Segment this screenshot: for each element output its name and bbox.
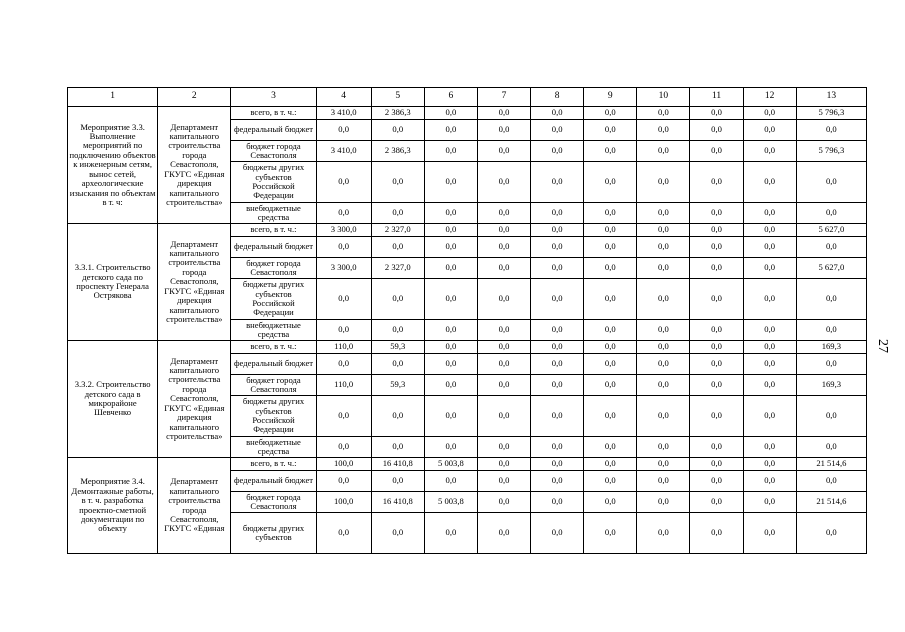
budget-source-cell: бюджет города Севастополя	[231, 375, 316, 396]
executor-cell: Департамент капитального строительства города Севастополя, ГКУГС «Единая дирекция капитального строительства»	[158, 341, 231, 458]
value-cell: 169,3	[796, 341, 866, 354]
value-cell: 0,0	[743, 224, 796, 237]
value-cell: 0,0	[477, 437, 530, 458]
header-cell: 13	[796, 88, 866, 107]
budget-source-cell: внебюджетные средства	[231, 437, 316, 458]
value-cell: 0,0	[531, 320, 584, 341]
value-cell: 0,0	[690, 471, 743, 492]
value-cell: 0,0	[743, 492, 796, 513]
value-cell: 2 327,0	[371, 258, 424, 279]
value-cell: 0,0	[584, 320, 637, 341]
value-cell: 0,0	[371, 120, 424, 141]
value-cell: 0,0	[424, 437, 477, 458]
header-cell: 7	[477, 88, 530, 107]
value-cell: 0,0	[637, 471, 690, 492]
value-cell: 5 796,3	[796, 141, 866, 162]
value-cell: 0,0	[477, 320, 530, 341]
value-cell: 0,0	[531, 396, 584, 437]
value-cell: 59,3	[371, 341, 424, 354]
budget-source-cell: всего, в т. ч.:	[231, 224, 316, 237]
budget-source-cell: бюджеты других субъектов Российской Федерации	[231, 279, 316, 320]
activity-name-cell: 3.3.1. Строительство детского сада по проспекту Генерала Острякова	[68, 224, 158, 341]
value-cell: 3 300,0	[316, 258, 371, 279]
value-cell: 0,0	[477, 258, 530, 279]
value-cell: 0,0	[371, 320, 424, 341]
value-cell: 0,0	[743, 320, 796, 341]
value-cell: 0,0	[371, 203, 424, 224]
value-cell: 0,0	[424, 258, 477, 279]
budget-source-cell: федеральный бюджет	[231, 471, 316, 492]
value-cell: 0,0	[690, 141, 743, 162]
value-cell: 0,0	[424, 224, 477, 237]
value-cell: 0,0	[316, 471, 371, 492]
value-cell: 0,0	[584, 279, 637, 320]
value-cell: 0,0	[477, 471, 530, 492]
value-cell: 0,0	[584, 471, 637, 492]
table-row	[68, 224, 867, 237]
value-cell: 16 410,8	[371, 458, 424, 471]
value-cell: 110,0	[316, 341, 371, 354]
value-cell: 0,0	[743, 471, 796, 492]
budget-source-cell: бюджет города Севастополя	[231, 141, 316, 162]
value-cell: 0,0	[584, 258, 637, 279]
value-cell: 0,0	[584, 141, 637, 162]
value-cell: 0,0	[637, 341, 690, 354]
value-cell: 0,0	[531, 375, 584, 396]
value-cell: 0,0	[690, 437, 743, 458]
budget-source-cell: внебюджетные средства	[231, 203, 316, 224]
value-cell: 0,0	[743, 341, 796, 354]
value-cell: 0,0	[690, 224, 743, 237]
value-cell: 0,0	[584, 120, 637, 141]
value-cell: 0,0	[424, 375, 477, 396]
header-cell: 9	[584, 88, 637, 107]
value-cell: 0,0	[477, 396, 530, 437]
value-cell: 0,0	[637, 258, 690, 279]
value-cell: 0,0	[477, 513, 530, 554]
activity-name-cell: Мероприятие 3.4. Демонтажные работы, в т. ч. разработка проектно-сметной документации по объекту	[68, 458, 158, 554]
value-cell: 5 796,3	[796, 107, 866, 120]
table-row	[68, 458, 867, 471]
table-row	[68, 341, 867, 354]
value-cell: 0,0	[690, 341, 743, 354]
value-cell: 0,0	[371, 237, 424, 258]
value-cell: 0,0	[424, 320, 477, 341]
value-cell: 0,0	[690, 258, 743, 279]
budget-source-cell: всего, в т. ч.:	[231, 341, 316, 354]
header-row	[68, 88, 867, 107]
header-cell: 10	[637, 88, 690, 107]
header-cell: 11	[690, 88, 743, 107]
value-cell: 5 003,8	[424, 492, 477, 513]
value-cell: 0,0	[316, 354, 371, 375]
header-cell: 2	[158, 88, 231, 107]
value-cell: 0,0	[424, 237, 477, 258]
value-cell: 0,0	[477, 279, 530, 320]
budget-source-cell: федеральный бюджет	[231, 120, 316, 141]
header-cell: 1	[68, 88, 158, 107]
value-cell: 0,0	[477, 203, 530, 224]
value-cell: 0,0	[371, 396, 424, 437]
value-cell: 0,0	[371, 471, 424, 492]
value-cell: 0,0	[637, 513, 690, 554]
value-cell: 5 627,0	[796, 258, 866, 279]
value-cell: 0,0	[424, 341, 477, 354]
value-cell: 0,0	[637, 141, 690, 162]
value-cell: 0,0	[743, 458, 796, 471]
value-cell: 0,0	[316, 237, 371, 258]
value-cell: 0,0	[690, 162, 743, 203]
value-cell: 0,0	[637, 437, 690, 458]
value-cell: 0,0	[477, 341, 530, 354]
header-cell: 12	[743, 88, 796, 107]
value-cell: 0,0	[531, 513, 584, 554]
value-cell: 0,0	[637, 279, 690, 320]
value-cell: 5 003,8	[424, 458, 477, 471]
value-cell: 0,0	[690, 237, 743, 258]
value-cell: 0,0	[477, 141, 530, 162]
value-cell: 0,0	[637, 107, 690, 120]
value-cell: 0,0	[316, 513, 371, 554]
value-cell: 3 410,0	[316, 141, 371, 162]
value-cell: 0,0	[371, 354, 424, 375]
value-cell: 0,0	[316, 320, 371, 341]
value-cell: 0,0	[531, 107, 584, 120]
value-cell: 0,0	[316, 437, 371, 458]
value-cell: 0,0	[637, 354, 690, 375]
header-cell: 6	[424, 88, 477, 107]
value-cell: 0,0	[531, 141, 584, 162]
value-cell: 110,0	[316, 375, 371, 396]
value-cell: 0,0	[637, 320, 690, 341]
value-cell: 0,0	[690, 354, 743, 375]
value-cell: 0,0	[424, 513, 477, 554]
value-cell: 0,0	[796, 513, 866, 554]
value-cell: 21 514,6	[796, 492, 866, 513]
value-cell: 0,0	[690, 375, 743, 396]
value-cell: 0,0	[584, 437, 637, 458]
value-cell: 0,0	[531, 437, 584, 458]
value-cell: 21 514,6	[796, 458, 866, 471]
header-cell: 4	[316, 88, 371, 107]
budget-source-cell: бюджеты других субъектов	[231, 513, 316, 554]
header-cell: 8	[531, 88, 584, 107]
budget-source-cell: всего, в т. ч.:	[231, 458, 316, 471]
value-cell: 0,0	[637, 203, 690, 224]
value-cell: 0,0	[477, 354, 530, 375]
value-cell: 0,0	[743, 203, 796, 224]
value-cell: 0,0	[743, 375, 796, 396]
value-cell: 0,0	[690, 513, 743, 554]
value-cell: 0,0	[743, 279, 796, 320]
budget-source-cell: бюджет города Севастополя	[231, 258, 316, 279]
value-cell: 0,0	[637, 224, 690, 237]
budget-source-cell: внебюджетные средства	[231, 320, 316, 341]
value-cell: 0,0	[371, 437, 424, 458]
value-cell: 0,0	[371, 513, 424, 554]
value-cell: 0,0	[584, 354, 637, 375]
value-cell: 0,0	[531, 120, 584, 141]
value-cell: 0,0	[531, 258, 584, 279]
budget-source-cell: бюджеты других субъектов Российской Федерации	[231, 396, 316, 437]
page-number: 27	[875, 339, 890, 353]
value-cell: 0,0	[584, 375, 637, 396]
value-cell: 0,0	[371, 162, 424, 203]
value-cell: 0,0	[796, 162, 866, 203]
value-cell: 0,0	[690, 279, 743, 320]
value-cell: 0,0	[424, 354, 477, 375]
value-cell: 0,0	[637, 396, 690, 437]
value-cell: 0,0	[690, 107, 743, 120]
value-cell: 0,0	[584, 341, 637, 354]
value-cell: 0,0	[477, 224, 530, 237]
value-cell: 0,0	[477, 107, 530, 120]
value-cell: 0,0	[796, 471, 866, 492]
value-cell: 0,0	[637, 237, 690, 258]
value-cell: 0,0	[316, 162, 371, 203]
value-cell: 0,0	[316, 396, 371, 437]
value-cell: 2 386,3	[371, 107, 424, 120]
value-cell: 0,0	[477, 162, 530, 203]
value-cell: 0,0	[531, 162, 584, 203]
table-row	[68, 107, 867, 120]
value-cell: 0,0	[424, 162, 477, 203]
value-cell: 0,0	[424, 120, 477, 141]
value-cell: 16 410,8	[371, 492, 424, 513]
value-cell: 0,0	[584, 162, 637, 203]
value-cell: 0,0	[690, 458, 743, 471]
value-cell: 0,0	[743, 258, 796, 279]
budget-source-cell: бюджеты других субъектов Российской Федерации	[231, 162, 316, 203]
value-cell: 0,0	[796, 437, 866, 458]
value-cell: 0,0	[796, 320, 866, 341]
value-cell: 0,0	[531, 471, 584, 492]
header-cell: 5	[371, 88, 424, 107]
value-cell: 0,0	[424, 203, 477, 224]
value-cell: 0,0	[316, 120, 371, 141]
value-cell: 0,0	[531, 458, 584, 471]
budget-source-cell: федеральный бюджет	[231, 354, 316, 375]
budget-source-cell: всего, в т. ч.:	[231, 107, 316, 120]
executor-cell: Департамент капитального строительства города Севастополя, ГКУГС «Единая дирекция капитального строительства»	[158, 224, 231, 341]
value-cell: 0,0	[477, 375, 530, 396]
value-cell: 100,0	[316, 492, 371, 513]
value-cell: 0,0	[637, 492, 690, 513]
value-cell: 0,0	[637, 375, 690, 396]
value-cell: 0,0	[531, 224, 584, 237]
value-cell: 0,0	[316, 203, 371, 224]
value-cell: 0,0	[743, 513, 796, 554]
value-cell: 0,0	[477, 120, 530, 141]
value-cell: 0,0	[796, 237, 866, 258]
value-cell: 0,0	[743, 354, 796, 375]
value-cell: 0,0	[584, 458, 637, 471]
value-cell: 5 627,0	[796, 224, 866, 237]
value-cell: 0,0	[531, 354, 584, 375]
value-cell: 59,3	[371, 375, 424, 396]
activity-name-cell: 3.3.2. Строительство детского сада в микрорайоне Шевченко	[68, 341, 158, 458]
value-cell: 0,0	[796, 396, 866, 437]
value-cell: 0,0	[424, 107, 477, 120]
value-cell: 0,0	[424, 141, 477, 162]
value-cell: 0,0	[690, 492, 743, 513]
value-cell: 0,0	[477, 458, 530, 471]
value-cell: 2 327,0	[371, 224, 424, 237]
value-cell: 0,0	[584, 513, 637, 554]
budget-source-cell: бюджет города Севастополя	[231, 492, 316, 513]
value-cell: 0,0	[743, 107, 796, 120]
value-cell: 0,0	[531, 492, 584, 513]
value-cell: 0,0	[690, 203, 743, 224]
value-cell: 0,0	[743, 120, 796, 141]
value-cell: 0,0	[584, 237, 637, 258]
activity-name-cell: Мероприятие 3.3. Выполнение мероприятий по подключению объектов к инженерным сетям, вынос сетей, археологические изыскания по объектам в т. ч:	[68, 107, 158, 224]
value-cell: 0,0	[584, 396, 637, 437]
value-cell: 0,0	[637, 162, 690, 203]
value-cell: 2 386,3	[371, 141, 424, 162]
value-cell: 0,0	[584, 203, 637, 224]
value-cell: 3 410,0	[316, 107, 371, 120]
value-cell: 0,0	[690, 120, 743, 141]
value-cell: 0,0	[584, 107, 637, 120]
value-cell: 0,0	[637, 120, 690, 141]
value-cell: 0,0	[477, 237, 530, 258]
value-cell: 0,0	[371, 279, 424, 320]
value-cell: 0,0	[316, 279, 371, 320]
value-cell: 0,0	[743, 141, 796, 162]
value-cell: 0,0	[531, 279, 584, 320]
value-cell: 0,0	[743, 396, 796, 437]
value-cell: 0,0	[743, 162, 796, 203]
header-cell: 3	[231, 88, 316, 107]
value-cell: 0,0	[477, 492, 530, 513]
value-cell: 0,0	[584, 492, 637, 513]
value-cell: 0,0	[743, 437, 796, 458]
value-cell: 0,0	[743, 237, 796, 258]
value-cell: 0,0	[796, 354, 866, 375]
budget-source-cell: федеральный бюджет	[231, 237, 316, 258]
value-cell: 0,0	[531, 341, 584, 354]
executor-cell: Департамент капитального строительства города Севастополя, ГКУГС «Единая дирекция капитального строительства»	[158, 107, 231, 224]
value-cell: 0,0	[796, 279, 866, 320]
value-cell: 0,0	[796, 203, 866, 224]
value-cell: 0,0	[424, 279, 477, 320]
value-cell: 0,0	[637, 458, 690, 471]
value-cell: 3 300,0	[316, 224, 371, 237]
value-cell: 0,0	[690, 320, 743, 341]
value-cell: 0,0	[531, 203, 584, 224]
value-cell: 0,0	[531, 237, 584, 258]
value-cell: 169,3	[796, 375, 866, 396]
value-cell: 0,0	[690, 396, 743, 437]
value-cell: 0,0	[796, 120, 866, 141]
value-cell: 0,0	[584, 224, 637, 237]
value-cell: 0,0	[424, 396, 477, 437]
value-cell: 0,0	[424, 471, 477, 492]
value-cell: 100,0	[316, 458, 371, 471]
executor-cell: Департамент капитального строительства города Севастополя, ГКУГС «Единая	[158, 458, 231, 554]
budget-table	[67, 87, 867, 554]
